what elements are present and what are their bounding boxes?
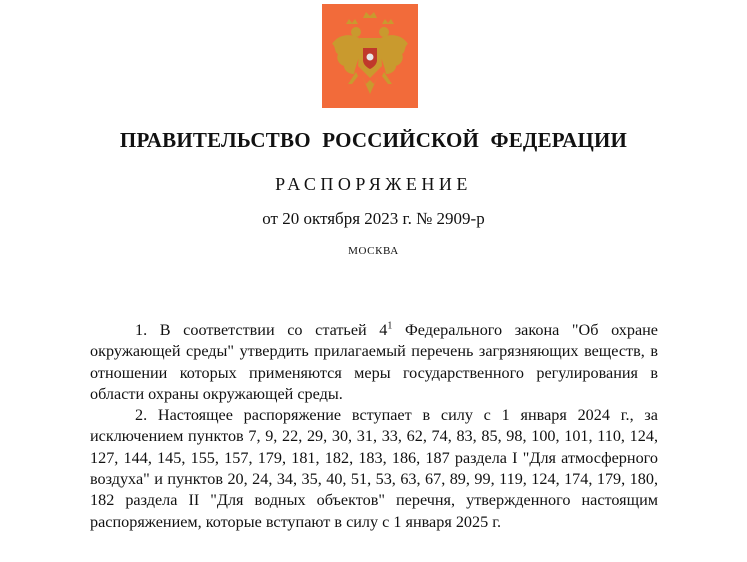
paragraph-1-rest: Федерального закона "Об охране окружающей среды" утвердить прилагаемый перечень загрязняющих веществ, в отношении которых применяются меры государственного регулирования в области охраны окружающей среды. [90,321,658,403]
article-superscript: 1 [387,320,393,332]
paragraph-2: 2. Настоящее распоряжение вступает в силу с 1 января 2024 г., за исключением пунктов 7, 9, 22, 29, 30, 31, 33, 62, 74, 83, 85, 98, 100, 101, 110, 124, 127, 144, 145, 155, 157, 179, 181, 182, 183, 186, 187 раздела I "Для атмосферного воздуха" и пунктов 20, 24, 34, 35, 40, 51, 53, 63, 67, 89, 99, 119, 124, 174, 179, 180, 182 раздела II "Для водных объектов" перечня, утвержденного настоящим распоряжением, которые вступают в силу с 1 января 2025 г. [90,406,658,531]
document-type: РАСПОРЯЖЕНИЕ [275,174,472,194]
paragraph-1-start: 1. В соответствии со статьей 4 [135,321,388,339]
government-title: ПРАВИТЕЛЬСТВО РОССИЙСКОЙ ФЕДЕРАЦИИ [119,128,628,152]
russian-coat-of-arms-icon [322,4,418,108]
document-city: МОСКВА [348,245,399,257]
document-body [90,320,658,533]
paragraph-1 [90,320,658,405]
document-date-number: от 20 октября 2023 г. № 2909-р [262,209,485,228]
